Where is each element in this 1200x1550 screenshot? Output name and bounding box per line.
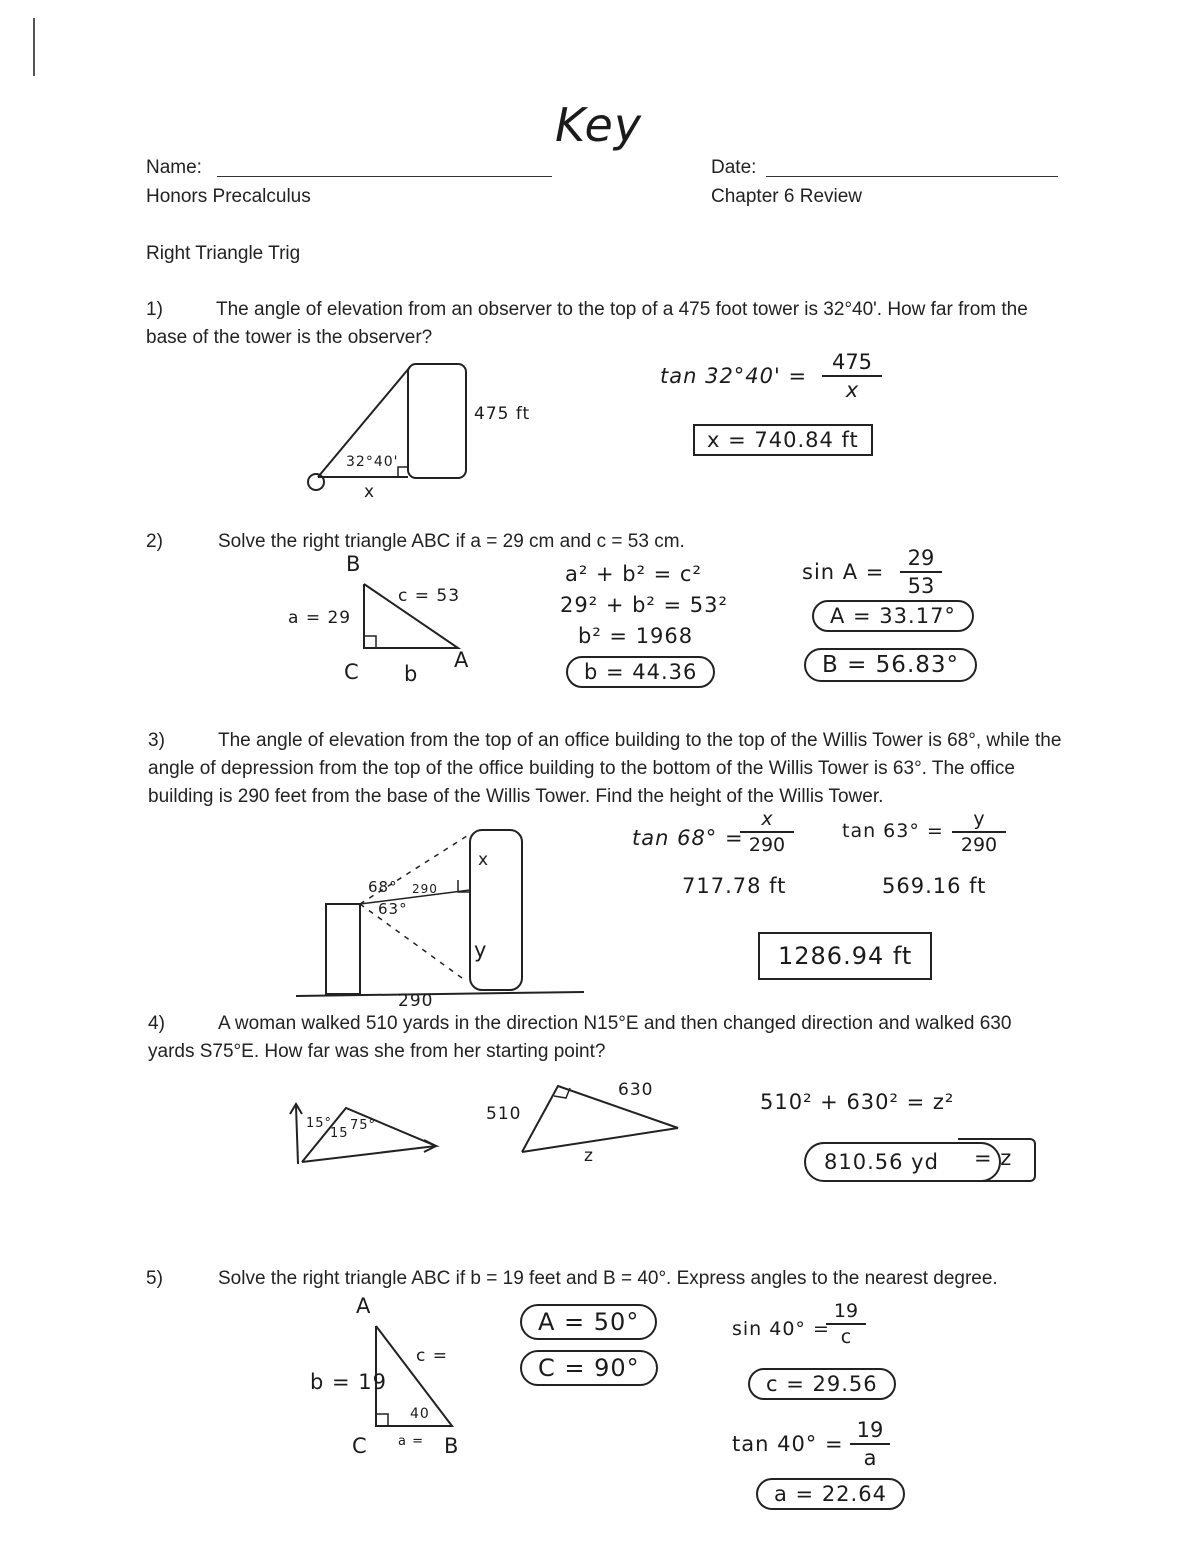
fig2-c: c = 53: [398, 586, 461, 606]
fig1-angle-label: 32°40': [346, 454, 399, 470]
fig3-290: 290: [412, 882, 438, 896]
p1-frac: [822, 350, 882, 402]
fig4-15b: 15: [330, 1126, 349, 1141]
fig2-C: C: [344, 660, 360, 684]
p5-sin-num: 19: [833, 1300, 859, 1322]
right-angle-mark: [364, 636, 376, 648]
p3-tan68-bar: [740, 831, 794, 833]
date-label: Date:: [711, 157, 757, 178]
fig4-75: 75°: [350, 1118, 377, 1133]
fig4-510: 510: [486, 1104, 522, 1124]
fig3-68: 68°: [368, 878, 398, 896]
p1-frac-den: x: [845, 378, 859, 402]
problem-2-text: Solve the right triangle ABC if a = 29 cm and c = 53 cm.: [218, 531, 685, 552]
scan-edge-line: [33, 18, 35, 76]
fig5-ang: 40: [410, 1406, 430, 1422]
problem-2-number: 2): [146, 531, 163, 552]
section-title: Right Triangle Trig: [146, 243, 301, 264]
p2-sin-left: sin A =: [802, 560, 885, 584]
fig2-A: A: [454, 648, 470, 672]
tower-shape: [408, 364, 466, 478]
p1-frac-bar: [822, 375, 882, 377]
problem-4-text: A woman walked 510 yards in the direction N15°E and then changed direction and walked 630 yards S75°E. How far was she from her starting point?: [148, 1013, 1012, 1062]
fig3-63: 63°: [378, 900, 408, 918]
key-mark: Key: [555, 98, 643, 152]
p4-eq: 510² + 630² = z²: [760, 1090, 955, 1114]
fig5-a: a =: [398, 1434, 424, 1449]
fig3-x: x: [478, 850, 490, 870]
problem-3-text: The angle of elevation from the top of an office building to the top of the Willis Tower is 68°, while the angle of depression from the top of the office building to the bottom of the Willis Tower is 63°. The office building is 290 feet from the base of the Willis Tower. Find the height of the Willis Tower.: [148, 730, 1062, 807]
fig2-B: B: [346, 552, 362, 576]
fig5-B: B: [444, 1434, 460, 1458]
p5-sin-frac: [826, 1300, 866, 1348]
p5-C-answer: C = 90°: [520, 1350, 658, 1386]
p5-sin-den: c: [840, 1326, 852, 1348]
p2-A-answer: A = 33.17°: [812, 600, 974, 632]
p5-tan-num: 19: [856, 1418, 884, 1442]
p2-pyth2: 29² + b² = 53²: [560, 593, 728, 617]
p5-a-answer: a = 22.64: [756, 1478, 905, 1510]
p2-sin-bar: [900, 571, 942, 573]
p1-eq-left: tan 32°40' =: [660, 364, 808, 388]
chapter-label: Chapter 6 Review: [711, 186, 863, 207]
p3-tan63-frac: [952, 808, 1006, 856]
problem-5-text: Solve the right triangle ABC if b = 19 feet and B = 40°. Express angles to the nearest degree.: [218, 1268, 998, 1289]
problem-1-figure: [300, 362, 560, 512]
fig4-15a: 15°: [306, 1116, 333, 1131]
p3-tan63-den: 290: [960, 834, 998, 856]
p5-tan-bar: [850, 1443, 890, 1445]
problem-1-number: 1): [146, 299, 163, 320]
p5-tan-den: a: [863, 1446, 877, 1470]
p3-tan63-bar: [952, 831, 1006, 833]
name-label: Name:: [146, 157, 202, 178]
fig4-630: 630: [618, 1080, 654, 1100]
p2-B-answer: B = 56.83°: [804, 648, 977, 682]
fig5-A: A: [356, 1294, 372, 1318]
p2-sin-frac: [900, 546, 942, 598]
course-label: Honors Precalculus: [146, 186, 311, 207]
p3-tan68-frac: [740, 808, 794, 856]
fig4-z: z: [584, 1146, 594, 1166]
right-angle-mark: [376, 1414, 388, 1426]
fig2-a: a = 29: [288, 608, 352, 628]
right-angle-mark: [398, 467, 408, 477]
p5-tan-frac: [850, 1418, 890, 1470]
problem-4-number: 4): [148, 1013, 165, 1034]
fig5-C: C: [352, 1434, 368, 1458]
p5-A-answer: A = 50°: [520, 1304, 657, 1340]
observer-circle: [308, 474, 324, 490]
p2-sin-num: 29: [907, 546, 935, 570]
p3-y-value: 569.16 ft: [882, 874, 987, 898]
office-building: [326, 904, 360, 994]
p4-tail-bracket: [958, 1138, 1036, 1182]
p3-tan68-left: tan 68° =: [632, 826, 744, 850]
p4-answer: 810.56 yd: [804, 1142, 1001, 1182]
p3-tan68-den: 290: [748, 834, 786, 856]
fig3-base: 290: [398, 991, 434, 1011]
p2-pyth1: a² + b² = c²: [565, 562, 702, 586]
p4-answer-tail: = z: [974, 1146, 1013, 1170]
p1-frac-num: 475: [831, 350, 873, 374]
p5-tan-left: tan 40° =: [732, 1432, 844, 1456]
fig1-height-label: 475 ft: [474, 404, 531, 424]
fig1-base-label: x: [364, 482, 376, 502]
p2-pyth3: b² = 1968: [578, 624, 694, 648]
problem-5-number: 5): [146, 1268, 163, 1289]
problem-4-figure-right: [516, 1080, 686, 1160]
p3-x-value: 717.78 ft: [682, 874, 787, 898]
p5-sin-left: sin 40° =: [732, 1318, 830, 1340]
north-arrow: [296, 1106, 298, 1164]
fig5-c: c =: [416, 1346, 448, 1366]
p3-answer: 1286.94 ft: [758, 932, 932, 980]
p3-tan63-num: y: [973, 808, 985, 830]
p3-tan68-num: x: [761, 808, 773, 830]
walk-triangle: [522, 1086, 678, 1152]
p2-b-answer: b = 44.36: [566, 656, 715, 688]
name-line: [217, 176, 552, 177]
problem-4-figure-left: [286, 1100, 446, 1170]
fig2-b: b: [404, 662, 419, 686]
date-line: [766, 176, 1058, 177]
p2-sin-den: 53: [907, 574, 935, 598]
p3-tan63-left: tan 63° =: [842, 820, 944, 842]
p1-answer: x = 740.84 ft: [693, 424, 873, 456]
p5-sin-bar: [826, 1323, 866, 1325]
problem-3-figure: [294, 826, 594, 1006]
depression-line: [360, 904, 462, 978]
problem-1-text: The angle of elevation from an observer to the top of a 475 foot tower is 32°40'. How far from the base of the tower is the observer?: [146, 299, 1028, 348]
fig5-b: b = 19: [310, 1370, 387, 1394]
fig3-y: y: [474, 938, 488, 962]
p5-c-answer: c = 29.56: [748, 1368, 896, 1400]
problem-3-number: 3): [148, 730, 165, 751]
